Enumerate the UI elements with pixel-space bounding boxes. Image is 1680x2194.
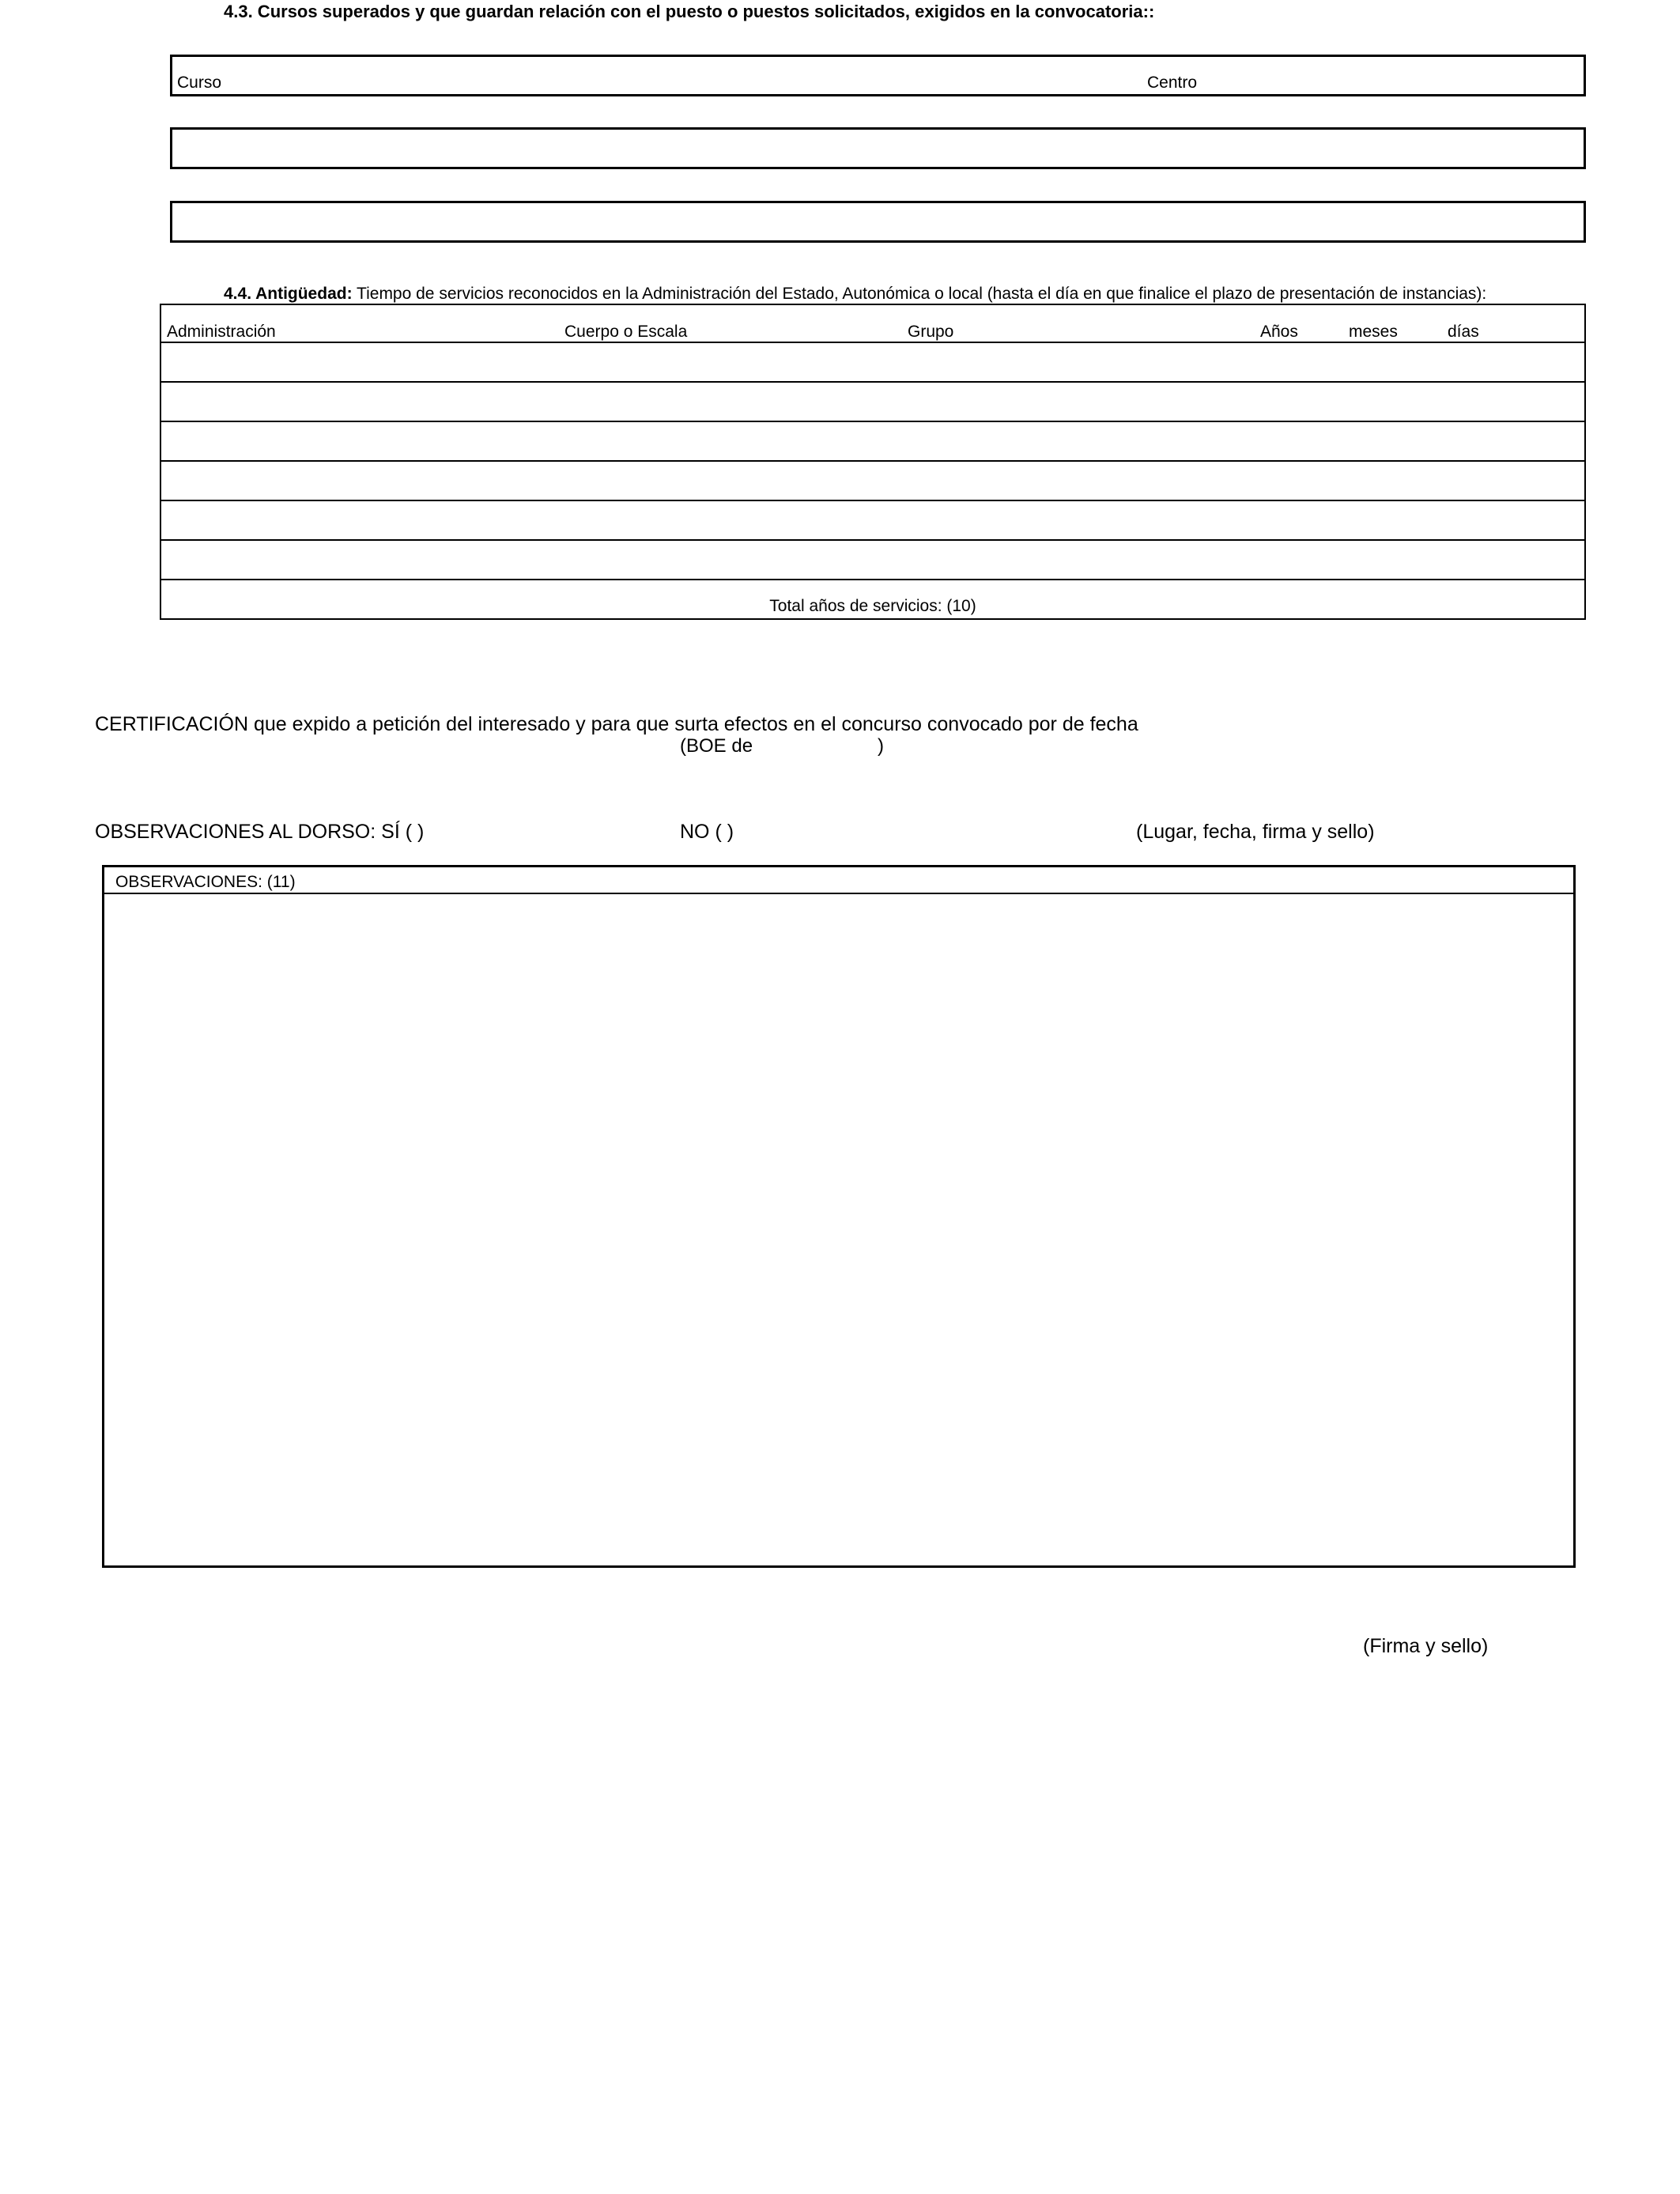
col-curso-label: Curso	[177, 74, 222, 92]
table-divider	[161, 579, 1584, 580]
observaciones-dorso-no[interactable]: NO ( )	[680, 821, 734, 843]
section-4-4-title	[224, 285, 1486, 302]
table-row[interactable]	[161, 343, 1584, 381]
certificacion-text: CERTIFICACIÓN que expido a petición del interesado y para que surta efectos en el concurso convocado por de fecha	[95, 713, 1138, 735]
table-row[interactable]	[161, 501, 1584, 539]
observaciones-divider	[104, 893, 1573, 894]
col-meses: meses	[1349, 323, 1398, 341]
table-row[interactable]	[161, 541, 1584, 579]
observaciones-box[interactable]	[102, 865, 1576, 1568]
antiguedad-table	[160, 304, 1586, 620]
course-row-header[interactable]	[170, 55, 1586, 96]
table-row[interactable]	[161, 422, 1584, 460]
section-4-4-title-bold: 4.4. Antigüedad:	[224, 285, 353, 303]
course-row-input[interactable]	[170, 127, 1586, 169]
total-anos-servicios: Total años de servicios: (10)	[769, 597, 976, 615]
table-row[interactable]	[161, 383, 1584, 421]
col-centro-label: Centro	[1147, 74, 1198, 92]
observaciones-header: OBSERVACIONES: (11)	[115, 873, 296, 891]
col-administracion: Administración	[167, 323, 276, 341]
observaciones-dorso-si[interactable]: OBSERVACIONES AL DORSO: SÍ ( )	[95, 821, 425, 843]
col-anos: Años	[1260, 323, 1298, 341]
boe-open: (BOE de	[680, 735, 753, 757]
boe-close: )	[878, 735, 884, 757]
col-grupo: Grupo	[908, 323, 954, 341]
table-row[interactable]	[161, 462, 1584, 500]
col-cuerpo-escala: Cuerpo o Escala	[564, 323, 688, 341]
section-4-4-title-rest: Tiempo de servicios reconocidos en la Administración del Estado, Autonómica o local (hasta el día en que finalice el plazo de presentación de instancias):	[357, 285, 1487, 303]
firma-sello-label: (Firma y sello)	[1363, 1635, 1489, 1657]
col-dias: días	[1448, 323, 1479, 341]
course-row-input[interactable]	[170, 201, 1586, 243]
lugar-fecha-firma-label: (Lugar, fecha, firma y sello)	[1136, 821, 1375, 843]
section-4-3-title: 4.3. Cursos superados y que guardan relación con el puesto o puestos solicitados, exigidos en la convocatoria::	[224, 2, 1155, 21]
